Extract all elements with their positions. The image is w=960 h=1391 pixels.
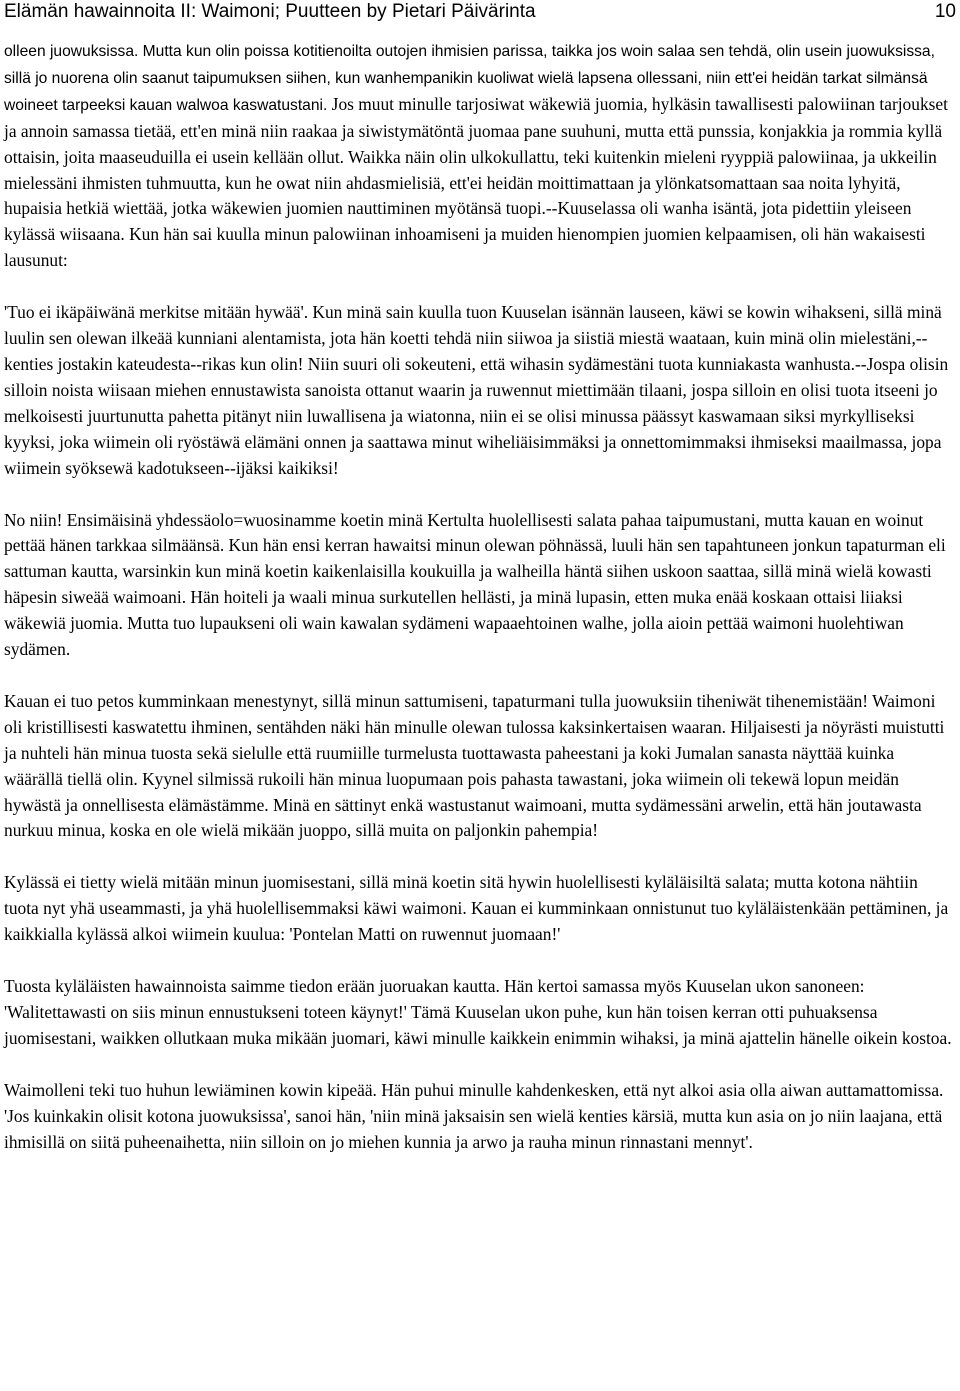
paragraph-1-continuation-text: olleen juowuksissa. Mutta kun olin poissa kotitienoilta outojen ihmisien parissa, taikka jos woin salaa sen tehdä, olin usein juowuksissa, sillä jo nuorena olin saanut taipumuksen siihen, kun wanhempanikin kuoliwat wielä lapsena ollessani, niin ett'ei heidän tarkat silmänsä woineet tarpeeksi kauan walwoa kaswatustani. <box>4 43 935 114</box>
paragraph-2-text: 'Tuo ei ikäpäiwänä merkitse mitään hywää'. Kun minä sain kuulla tuon Kuuselan isännän lauseen, käwi se kowin wihakseni, sillä minä luulin sen olewan ilkeää kunniani alentamista, jota hän koetti tehdä niin siiwoa ja siistiä miestä waataan, kuin minä olin mielestäni,--kenties jostakin kateudesta--rikas kun olin! Niin suuri oli sokeuteni, että wihasin sydämestäni tuota kunniakasta wanhusta.--Jospa olisin silloin noista wiisaan miehen ennustawista sanoista ottanut waarin ja ruwennut miettimään tilaani, jospa silloin en olisi tuota itseeni jo melkoisesti juurtunutta pahetta pitänyt niin luwallisena ja wiatonna, niin ei se olisi minussa päässyt kaswamaan siksi myrkylliseksi kyyksi, joka wiimein oli ryöstäwä elämäni onnen ja saattawa minut wiheliäisimmäksi ja onnettomimmaksi ihmiseksi maailmassa, jopa wiimein syöksewä kadotukseen--ijäksi kaikiksi! <box>4 302 949 478</box>
paragraph-6-text: Tuosta kyläläisten hawainnoista saimme tiedon erään juoruakan kautta. Hän kertoi samassa myös Kuuselan ukon sanoneen: 'Walitettawasti on siis minun ennustukseni toteen käynyt!' Tämä Kuuselan ukon puhe, kun hän toisen kerran otti puhuaksensa juomisestani, waikken ollutkaan muka mikään juomari, käwi minulle kaikkein enimmin wihaksi, ja minä ajattelin hänelle oikein kostoa. <box>4 976 952 1048</box>
paragraph-6 <box>4 974 956 1052</box>
paragraph-7-text: Waimolleni teki tuo huhun lewiäminen kowin kipeää. Hän puhui minulle kahdenkesken, että nyt alkoi asia olla aiwan auttamattomissa. 'Jos kuinkakin olisit kotona juowuksissa', sanoi hän, 'niin minä jaksaisin sen wielä kenties kärsiä, mutta kun asia on jo niin laajana, että ihmisillä on siitä puheenaihetta, niin silloin on jo miehen kunnia ja arwo ja rauha minun rinnastani mennyt'. <box>4 1079 944 1152</box>
paragraph-5 <box>4 870 956 948</box>
paragraph-4-text: Kauan ei tuo petos kumminkaan menestynyt, sillä minun sattumiseni, tapaturmani tulla juowuksiin tiheniwät tihenemistään! Waimoni oli kristillisesti kaswatettu ihminen, sentähden näki hän minulle olewan tulossa kaksinkertaisen waaran. Hiljaisesti ja nöyrästi muistutti ja nuhteli hän minua tuosta sekä sielulle että ruumiille turmelusta tuottawasta paheestani ja koki Jumalan sanasta näyttää kuinka wäärällä tiellä olin. Kyynel silmissä rukoili hän minua luopumaan pois pahasta tawastani, joka wiimein oli tekewä lopun meidän hywästä ja onnellisesta elämästämme. Minä en sättinyt enkä wastustanut waimoani, mutta sydämessäni arwelin, että hän joutawasta nurkuu minua, koska en ole wielä mikään juoppo, sillä muita on paljonkin pahempia! <box>4 690 945 841</box>
paragraph-4 <box>4 689 956 844</box>
page-number: 10 <box>934 1 956 22</box>
paragraph-3-text: No niin! Ensimäisinä yhdessäolo=wuosinamme koetin minä Kertulta huolellisesti salata pahaa taipumustani, mutta kauan en woinut pettää hänen tarkkaa silmäänsä. Kun hän ensi kerran hawaitsi minun olewan pöhnässä, luuli hän sen tapahtuneen jonkun tapaturman eli sattuman kautta, warsinkin kun minä koetin kaikenlaisilla koukuilla ja walheilla häntä siihen uskoon saattaa, sillä minä wielä kowasti häpesin siweää waimoani. Hän hoiteli ja waali minua surkutellen hellästi, ja minä lupasin, etten muka enää koskaan ottaisi liiaksi wäkewiä juomia. Mutta tuo lupaukseni oli wain kawalan sydämeni wapaaehtoinen walhe, jolla aioin pettää waimoni huolehtiwan sydämen. <box>4 509 946 660</box>
paragraph-1 <box>4 38 956 274</box>
paragraph-2 <box>4 300 956 481</box>
paragraph-1-text: Jos muut minulle tarjosiwat wäkewiä juomia, hylkäsin tawallisesti palowiinan tarjoukset ja annoin samassa tietää, ett'en minä niin raakaa ja siwistymätöntä juomaa pane suuhuni, mutta että punssia, konjakkia ja rommia kyllä ottaisin, joita maaseuduilla ei usein kellään ollut. Waikka näin olin ulkokullattu, teki kuitenkin mieleni ryyppiä palowiinaa, ja ukkeilin mielessäni ihmisten tuhmuutta, kun he owat niin ahdasmielisiä, ett'ei heidän moittimattaan ja ylönkatsomattaan saa noita lyhyitä, hupaisia hetkiä wiettää, jotka wäkewien juomien nauttiminen myötänsä tuopi.--Kuuselassa oli wanha isäntä, jota pidettiin yleiseen kylässä wiisaana. Kun hän sai kuulla minun palowiinan inhoamiseni ja muiden hienompien juomien kelpaamisen, oli hän wakaisesti lausunut: <box>4 93 948 271</box>
paragraph-3 <box>4 508 956 663</box>
document-title: Elämän hawainnoita II: Waimoni; Puutteen by Pietari Päivärinta <box>4 1 536 22</box>
paragraph-7 <box>4 1078 956 1156</box>
paragraph-5-text: Kylässä ei tietty wielä mitään minun juomisestani, sillä minä koetin sitä hywin huolellisesti kyläläisiltä salata; mutta kotona nähtiin tuota nyt yhä useammasti, ja yhä huolellisemmaksi käwi waimoni. Kauan ei kumminkaan onnistunut tuo kyläläistenkään pettäminen, ja kaikkialla kylässä alkoi wiimein kuulua: 'Pontelan Matti on ruwennut juomaan!' <box>4 872 949 945</box>
page-header <box>4 0 956 28</box>
document-body <box>4 38 956 1156</box>
